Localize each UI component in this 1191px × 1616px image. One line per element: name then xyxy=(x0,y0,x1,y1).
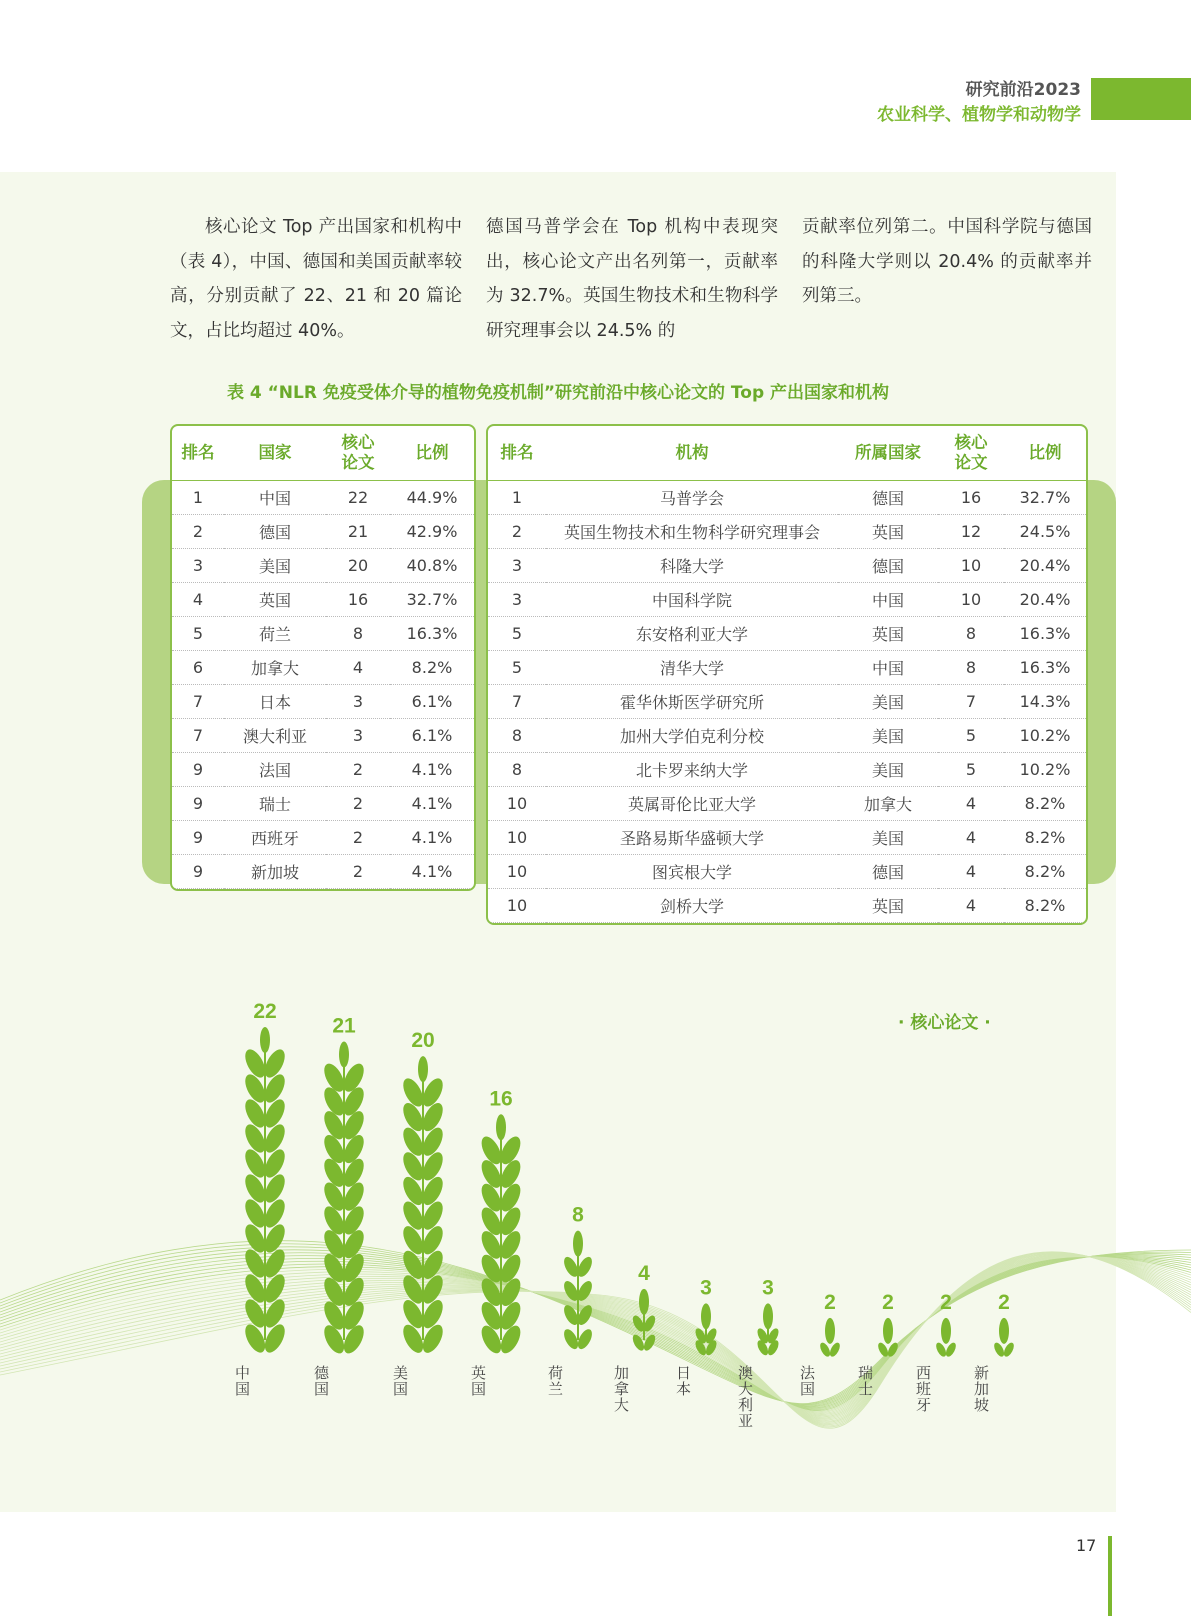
bar-value-label: 2 xyxy=(824,1290,836,1314)
institution-table-cell: 5 xyxy=(938,718,1004,752)
body-paragraph-2: 德国马普学会在 Top 机构中表现突出，核心论文产出名列第一，贡献率为 32.7%。英国生物技术和生物科学研究理事会以 24.5% 的 xyxy=(486,217,778,341)
bar-value-label: 3 xyxy=(700,1276,712,1300)
country-table-cell: 2 xyxy=(326,820,390,854)
institution-table-header-cell: 机构 xyxy=(546,426,838,480)
country-table-cell: 9 xyxy=(172,820,224,854)
institution-table-header-cell: 比例 xyxy=(1004,426,1086,480)
country-table-cell: 20 xyxy=(326,548,390,582)
institution-table-cell: 8 xyxy=(488,718,546,752)
country-table-row xyxy=(172,752,474,786)
bar-value-label: 2 xyxy=(940,1290,952,1314)
institution-table-row xyxy=(488,684,1086,718)
country-table-row xyxy=(172,718,474,752)
institution-table-cell: 4 xyxy=(938,786,1004,820)
institution-table-cell: 英国 xyxy=(838,514,938,548)
category-label: 法国 xyxy=(800,1364,816,1398)
country-table-cell: 3 xyxy=(326,684,390,718)
category-label: 新加坡 xyxy=(974,1364,990,1414)
country-table-cell: 9 xyxy=(172,854,224,888)
country-table-header-cell: 国家 xyxy=(224,426,326,480)
country-table-cell: 22 xyxy=(326,480,390,514)
institution-table-cell: 4 xyxy=(938,888,1004,922)
country-table-cell: 新加坡 xyxy=(224,854,326,888)
page-number-rule xyxy=(1108,1536,1112,1616)
institution-table xyxy=(486,424,1088,925)
country-table-cell: 瑞士 xyxy=(224,786,326,820)
category-label: 美国 xyxy=(393,1364,409,1398)
category-label: 德国 xyxy=(314,1364,330,1398)
institution-table-cell: 20.4% xyxy=(1004,582,1086,616)
institution-table-row xyxy=(488,718,1086,752)
institution-table-cell: 8 xyxy=(938,616,1004,650)
country-table-row xyxy=(172,616,474,650)
institution-table-cell: 8.2% xyxy=(1004,820,1086,854)
institution-table-cell: 10 xyxy=(938,582,1004,616)
bar-value-label: 2 xyxy=(882,1290,894,1314)
institution-table-row xyxy=(488,786,1086,820)
institution-table-cell: 2 xyxy=(488,514,546,548)
institution-table-cell: 24.5% xyxy=(1004,514,1086,548)
country-table-cell: 英国 xyxy=(224,582,326,616)
institution-table-cell: 10 xyxy=(488,786,546,820)
wheat-bar xyxy=(241,1027,289,1356)
institution-table-cell: 20.4% xyxy=(1004,548,1086,582)
institution-table-cell: 3 xyxy=(488,548,546,582)
institution-table-cell: 7 xyxy=(938,684,1004,718)
wheat-bar xyxy=(992,1318,1016,1358)
header-field-title: 农业科学、植物学和动物学 xyxy=(877,105,1081,125)
country-table-cell: 2 xyxy=(326,786,390,820)
institution-table-cell: 英国 xyxy=(838,616,938,650)
institution-table-cell: 清华大学 xyxy=(546,650,838,684)
country-table-cell: 3 xyxy=(172,548,224,582)
institution-table-cell: 10 xyxy=(488,820,546,854)
institution-table-cell: 8.2% xyxy=(1004,786,1086,820)
institution-table-cell: 8 xyxy=(938,650,1004,684)
institution-table-cell: 美国 xyxy=(838,752,938,786)
country-table-cell: 西班牙 xyxy=(224,820,326,854)
institution-table-header-cell: 所属国家 xyxy=(838,426,938,480)
category-label: 澳大利亚 xyxy=(738,1364,754,1430)
institution-table-cell: 中国 xyxy=(838,582,938,616)
institution-table-row xyxy=(488,650,1086,684)
institution-table-header-cell: 核心 论文 xyxy=(938,426,1004,480)
institution-table-cell: 中国科学院 xyxy=(546,582,838,616)
institution-table-cell: 科隆大学 xyxy=(546,548,838,582)
institution-table-header-cell: 排名 xyxy=(488,426,546,480)
category-label: 加拿大 xyxy=(614,1364,630,1414)
institution-table-cell: 英属哥伦比亚大学 xyxy=(546,786,838,820)
institution-table-row xyxy=(488,616,1086,650)
country-table-row xyxy=(172,786,474,820)
institution-table-row xyxy=(488,582,1086,616)
institution-table-cell: 加拿大 xyxy=(838,786,938,820)
chart-legend: · 核心论文 · xyxy=(898,1013,991,1033)
country-table-row xyxy=(172,514,474,548)
country-table-cell: 日本 xyxy=(224,684,326,718)
institution-table-cell: 美国 xyxy=(838,718,938,752)
institution-table-cell: 12 xyxy=(938,514,1004,548)
category-label: 中国 xyxy=(235,1364,251,1398)
country-table-cell: 美国 xyxy=(224,548,326,582)
wheat-bar xyxy=(320,1042,368,1357)
institution-table-cell: 5 xyxy=(488,650,546,684)
country-table-header-cell: 排名 xyxy=(172,426,224,480)
wheat-bar xyxy=(478,1114,525,1356)
institution-table-cell: 14.3% xyxy=(1004,684,1086,718)
body-paragraph-3: 贡献率位列第二。中国科学院与德国的科隆大学则以 20.4% 的贡献率并列第三。 xyxy=(802,217,1092,306)
country-table-header-cell: 核心 论文 xyxy=(326,426,390,480)
country-table-cell: 4 xyxy=(326,650,390,684)
wheat-bar xyxy=(561,1231,595,1352)
institution-table-cell: 德国 xyxy=(838,854,938,888)
institution-table-cell: 4 xyxy=(938,820,1004,854)
institution-table-cell: 德国 xyxy=(838,548,938,582)
institution-table-cell: 美国 xyxy=(838,820,938,854)
category-label: 西班牙 xyxy=(916,1364,932,1414)
decorative-wave-lines xyxy=(0,1241,1191,1429)
institution-table-cell: 5 xyxy=(488,616,546,650)
institution-table-cell: 中国 xyxy=(838,650,938,684)
country-table-cell: 8.2% xyxy=(390,650,474,684)
country-table-cell: 16 xyxy=(326,582,390,616)
country-table-cell: 6 xyxy=(172,650,224,684)
country-table-cell: 42.9% xyxy=(390,514,474,548)
institution-table-cell: 霍华休斯医学研究所 xyxy=(546,684,838,718)
institution-table-row xyxy=(488,514,1086,548)
country-table-row xyxy=(172,820,474,854)
institution-table-row xyxy=(488,854,1086,888)
country-table-cell: 加拿大 xyxy=(224,650,326,684)
institution-table-cell: 北卡罗来纳大学 xyxy=(546,752,838,786)
institution-table-cell: 图宾根大学 xyxy=(546,854,838,888)
country-table-cell: 荷兰 xyxy=(224,616,326,650)
institution-table-cell: 10.2% xyxy=(1004,752,1086,786)
institution-table-cell: 德国 xyxy=(838,480,938,514)
country-table-cell: 2 xyxy=(172,514,224,548)
institution-table-cell: 英国 xyxy=(838,888,938,922)
country-table-cell: 4.1% xyxy=(390,820,474,854)
country-table-cell: 1 xyxy=(172,480,224,514)
country-table-cell: 7 xyxy=(172,718,224,752)
country-table-cell: 3 xyxy=(326,718,390,752)
country-table-cell: 6.1% xyxy=(390,718,474,752)
wheat-bar xyxy=(630,1289,657,1353)
page-number: 17 xyxy=(1076,1536,1097,1555)
institution-table-cell: 10 xyxy=(488,854,546,888)
bar-value-label: 16 xyxy=(489,1087,513,1111)
wheat-bar xyxy=(755,1303,780,1357)
institution-table-cell: 加州大学伯克利分校 xyxy=(546,718,838,752)
institution-table-row xyxy=(488,548,1086,582)
header-accent-bar xyxy=(1091,78,1191,120)
institution-table-cell: 16.3% xyxy=(1004,650,1086,684)
table-title: 表 4 “NLR 免疫受体介导的植物免疫机制”研究前沿中核心论文的 Top 产出国家和机构 xyxy=(226,383,890,403)
bar-value-label: 8 xyxy=(572,1203,584,1227)
institution-table-cell: 东安格利亚大学 xyxy=(546,616,838,650)
country-table-cell: 德国 xyxy=(224,514,326,548)
country-table-cell: 2 xyxy=(326,752,390,786)
wheat-bar xyxy=(399,1056,447,1356)
header-series-title: 研究前沿2023 xyxy=(965,80,1081,100)
bar-value-label: 21 xyxy=(332,1014,356,1038)
country-table-row xyxy=(172,650,474,684)
institution-table-cell: 16 xyxy=(938,480,1004,514)
bar-value-label: 4 xyxy=(638,1261,650,1285)
body-paragraph-1: 核心论文 Top 产出国家和机构中（表 4），中国、德国和美国贡献率较高，分别贡献了 22、21 和 20 篇论文，占比均超过 40%。 xyxy=(170,217,462,341)
institution-table-cell: 3 xyxy=(488,582,546,616)
institution-table-cell: 8.2% xyxy=(1004,888,1086,922)
bar-value-label: 2 xyxy=(998,1290,1010,1314)
institution-table-row xyxy=(488,752,1086,786)
institution-table-cell: 8.2% xyxy=(1004,854,1086,888)
country-table-cell: 4.1% xyxy=(390,854,474,888)
running-header xyxy=(877,78,1081,128)
country-table-cell: 9 xyxy=(172,752,224,786)
wheat-bar xyxy=(818,1318,842,1358)
institution-table-cell: 圣路易斯华盛顿大学 xyxy=(546,820,838,854)
wheat-bar-chart xyxy=(0,990,1191,1510)
wheat-bar xyxy=(693,1303,718,1357)
country-table-cell: 法国 xyxy=(224,752,326,786)
country-table-row xyxy=(172,582,474,616)
category-label: 日本 xyxy=(676,1364,692,1398)
institution-table-row xyxy=(488,820,1086,854)
country-table-header-cell: 比例 xyxy=(390,426,474,480)
institution-table-cell: 5 xyxy=(938,752,1004,786)
country-table-cell: 4.1% xyxy=(390,786,474,820)
country-table-cell: 32.7% xyxy=(390,582,474,616)
institution-table-cell: 32.7% xyxy=(1004,480,1086,514)
category-label: 荷兰 xyxy=(548,1364,564,1398)
country-table-cell: 澳大利亚 xyxy=(224,718,326,752)
institution-table-cell: 16.3% xyxy=(1004,616,1086,650)
institution-table-cell: 剑桥大学 xyxy=(546,888,838,922)
institution-table-cell: 10 xyxy=(938,548,1004,582)
country-table-cell: 7 xyxy=(172,684,224,718)
bar-value-label: 20 xyxy=(411,1029,435,1053)
bar-value-label: 3 xyxy=(762,1276,774,1300)
country-table-cell: 9 xyxy=(172,786,224,820)
country-table-row xyxy=(172,548,474,582)
institution-table-cell: 美国 xyxy=(838,684,938,718)
institution-table-cell: 7 xyxy=(488,684,546,718)
institution-table-cell: 英国生物技术和生物科学研究理事会 xyxy=(546,514,838,548)
country-table-cell: 中国 xyxy=(224,480,326,514)
country-table-row xyxy=(172,854,474,888)
country-table-cell: 2 xyxy=(326,854,390,888)
country-table-cell: 16.3% xyxy=(390,616,474,650)
institution-table-cell: 10 xyxy=(488,888,546,922)
country-table-cell: 40.8% xyxy=(390,548,474,582)
country-table-cell: 4 xyxy=(172,582,224,616)
country-table-cell: 8 xyxy=(326,616,390,650)
country-table-cell: 4.1% xyxy=(390,752,474,786)
country-table xyxy=(170,424,476,891)
bar-value-label: 22 xyxy=(253,1000,277,1023)
institution-table-cell: 8 xyxy=(488,752,546,786)
category-label: 瑞士 xyxy=(858,1364,874,1398)
institution-table-cell: 10.2% xyxy=(1004,718,1086,752)
country-table-cell: 44.9% xyxy=(390,480,474,514)
country-table-cell: 21 xyxy=(326,514,390,548)
wheat-bar xyxy=(934,1318,958,1358)
country-table-row xyxy=(172,684,474,718)
institution-table-cell: 4 xyxy=(938,854,1004,888)
institution-table-cell: 1 xyxy=(488,480,546,514)
country-table-cell: 6.1% xyxy=(390,684,474,718)
institution-table-cell: 马普学会 xyxy=(546,480,838,514)
country-table-row xyxy=(172,480,474,514)
institution-table-row xyxy=(488,480,1086,514)
country-table-cell: 5 xyxy=(172,616,224,650)
institution-table-row xyxy=(488,888,1086,922)
category-label: 英国 xyxy=(471,1364,487,1398)
